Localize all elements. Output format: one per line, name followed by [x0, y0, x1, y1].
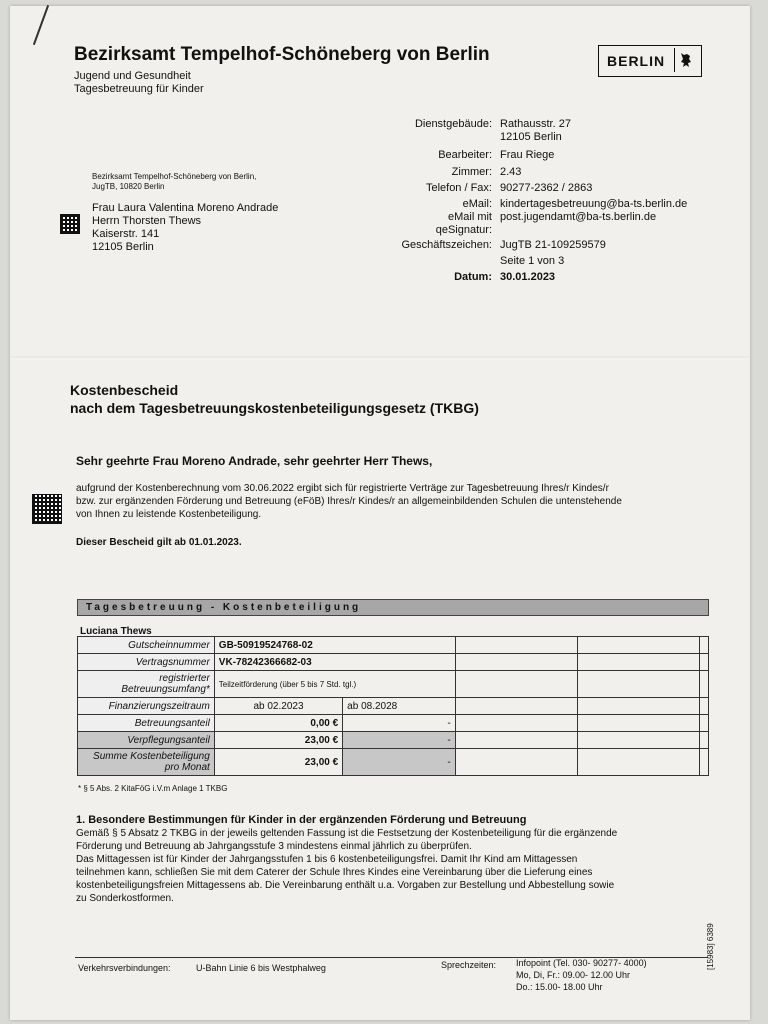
verkehr-value: U-Bahn Linie 6 bis Westphalweg — [196, 963, 326, 973]
cost-table-header: Tagesbetreuung - Kostenbeteiligung — [77, 599, 709, 616]
dienstgebaeude-value-1: Rathausstr. 27 — [500, 118, 571, 130]
section-line-4: teilnehmen kann, schließen Sie mit dem Caterer der Schule Ihres Kindes eine Vereinbarung über die Lieferung eines — [76, 867, 593, 878]
berlin-logo — [598, 45, 702, 77]
sender-line-2: JugTB, 10820 Berlin — [92, 182, 165, 191]
table-row — [78, 732, 709, 749]
sprech-line-1: Infopoint (Tel. 030- 90277- 4000) — [516, 958, 647, 968]
department-line-1: Jugend und Gesundheit — [74, 70, 191, 82]
sprech-line-3: Do.: 15.00- 18.00 Uhr — [516, 982, 603, 992]
child-name: Luciana Thews — [80, 626, 152, 637]
body-line-3: von Ihnen zu leistende Kostenbeteiligung. — [76, 509, 262, 520]
datamatrix-code-icon — [32, 494, 62, 524]
validity-note: Dieser Bescheid gilt ab 01.01.2023. — [76, 537, 242, 548]
table-row — [78, 671, 709, 698]
paper-fold — [10, 356, 750, 360]
bearbeiter-label: Bearbeiter: — [438, 149, 492, 161]
telefon-label: Telefon / Fax: — [425, 182, 492, 194]
email-signatur-value[interactable]: post.jugendamt@ba-ts.berlin.de — [500, 211, 657, 223]
betreuungsumfang-value: Teilzeitförderung (über 5 bis 7 Std. tgl.) — [214, 671, 455, 698]
email-signatur-label-1: eMail mit — [447, 211, 492, 223]
sprech-line-2: Mo, Di, Fr.: 09.00- 12.00 Uhr — [516, 970, 631, 980]
datum-label: Datum: — [454, 271, 492, 283]
section-line-1: Gemäß § 5 Absatz 2 TKBG in der jeweils geltenden Fassung ist die Festsetzung der Kostenbeteiligung für die ergänzende — [76, 828, 618, 839]
greeting: Sehr geehrte Frau Moreno Andrade, sehr geehrter Herr Thews, — [76, 454, 433, 468]
period-to: ab 08.2028 — [343, 698, 455, 715]
email-signatur-label-2: qeSignatur: — [435, 224, 492, 236]
table-row — [78, 654, 709, 671]
row-label: Finanzierungszeitraum — [78, 698, 215, 715]
sender-line-1: Bezirksamt Tempelhof-Schöneberg von Berlin, — [92, 172, 257, 181]
row-label: Verpflegungsanteil — [78, 732, 215, 749]
period-from: ab 02.2023 — [214, 698, 342, 715]
zimmer-value: 2.43 — [500, 166, 522, 178]
email-value[interactable]: kindertagesbetreuung@ba-ts.berlin.de — [500, 198, 688, 210]
summe-dash: - — [343, 749, 455, 776]
table-row — [78, 749, 709, 776]
berlin-bear-icon — [674, 48, 697, 72]
document-title: Kostenbescheid — [70, 382, 179, 398]
side-code: [15983] 6389 — [706, 923, 715, 970]
bearbeiter-value: Frau Riege — [500, 149, 555, 161]
department-line-2: Tagesbetreuung für Kinder — [74, 83, 204, 95]
section-line-6: zu Sonderkostformen. — [76, 893, 174, 904]
gutscheinnummer-value: GB-50919524768-02 — [214, 637, 455, 654]
row-label: Gutscheinnummer — [78, 637, 215, 654]
recipient-line-1: Frau Laura Valentina Moreno Andrade — [92, 202, 279, 214]
row-label: Betreuungsanteil — [78, 715, 215, 732]
section-heading: 1. Besondere Bestimmungen für Kinder in der ergänzenden Förderung und Betreuung — [76, 814, 527, 826]
verpflegungsanteil-value: 23,00 € — [214, 732, 342, 749]
geschaeftszeichen-label: Geschäftszeichen: — [401, 239, 492, 251]
recipient-line-3: Kaiserstr. 141 — [92, 228, 160, 240]
document-subtitle: nach dem Tagesbetreuungskostenbeteiligungsgesetz (TKBG) — [70, 400, 479, 416]
section-line-5: kostenbeteiligungsfreien Mittagessens ab. Die Vereinbarung enthält u.a. Vorgaben zur Bestellung und Abbestellung sowie — [76, 880, 615, 891]
body-line-1: aufgrund der Kostenberechnung vom 30.06.2022 ergibt sich für registrierte Verträge zur Tagesbetreuung Ihres/r Kindes/r — [76, 483, 609, 494]
verpflegungsanteil-dash: - — [343, 732, 455, 749]
section-line-2: Förderung und Betreuung ab Jahrgangsstufe 3 mindestens einmal jährlich zu überprüfen. — [76, 841, 472, 852]
zimmer-label: Zimmer: — [451, 166, 492, 178]
dienstgebaeude-label: Dienstgebäude: — [414, 118, 492, 130]
cost-table — [77, 636, 709, 776]
table-footnote: * § 5 Abs. 2 KitaFöG i.V.m Anlage 1 TKBG — [78, 784, 228, 793]
section-line-3: Das Mittagessen ist für Kinder der Jahrgangsstufen 1 bis 6 kostenbeteiligungsfrei. Damit Ihr Kind am Mittagessen — [76, 854, 578, 865]
table-row — [78, 715, 709, 732]
office-name: Bezirksamt Tempelhof-Schöneberg von Berlin — [74, 44, 490, 65]
email-label: eMail: — [462, 198, 492, 210]
geschaeftszeichen-value: JugTB 21-109259579 — [500, 239, 606, 251]
betreuungsanteil-value: 0,00 € — [214, 715, 342, 732]
berlin-logo-text: BERLIN — [607, 53, 666, 69]
qr-code-icon — [60, 214, 80, 234]
sprech-label: Sprechzeiten: — [441, 960, 497, 970]
vertragsnummer-value: VK-78242366682-03 — [214, 654, 455, 671]
table-row — [78, 698, 709, 715]
summe-value: 23,00 € — [214, 749, 342, 776]
telefon-value: 90277-2362 / 2863 — [500, 182, 593, 194]
row-label: Vertragsnummer — [78, 654, 215, 671]
body-line-2: bzw. zur ergänzenden Förderung und Betreuung (eFöB) Ihres/r Kindes/r an allgemeinbildenden Schulen die untenstehende — [76, 496, 622, 507]
verkehr-label: Verkehrsverbindungen: — [78, 963, 171, 973]
page-counter: Seite 1 von 3 — [500, 255, 565, 267]
dienstgebaeude-value-2: 12105 Berlin — [500, 131, 562, 143]
row-label: Summe Kostenbeteiligung pro Monat — [78, 749, 215, 776]
recipient-line-2: Herrn Thorsten Thews — [92, 215, 202, 227]
table-row — [78, 637, 709, 654]
datum-value: 30.01.2023 — [500, 271, 556, 283]
betreuungsanteil-dash: - — [343, 715, 455, 732]
row-label: registrierter Betreuungsumfang* — [78, 671, 215, 698]
recipient-line-4: 12105 Berlin — [92, 241, 154, 253]
